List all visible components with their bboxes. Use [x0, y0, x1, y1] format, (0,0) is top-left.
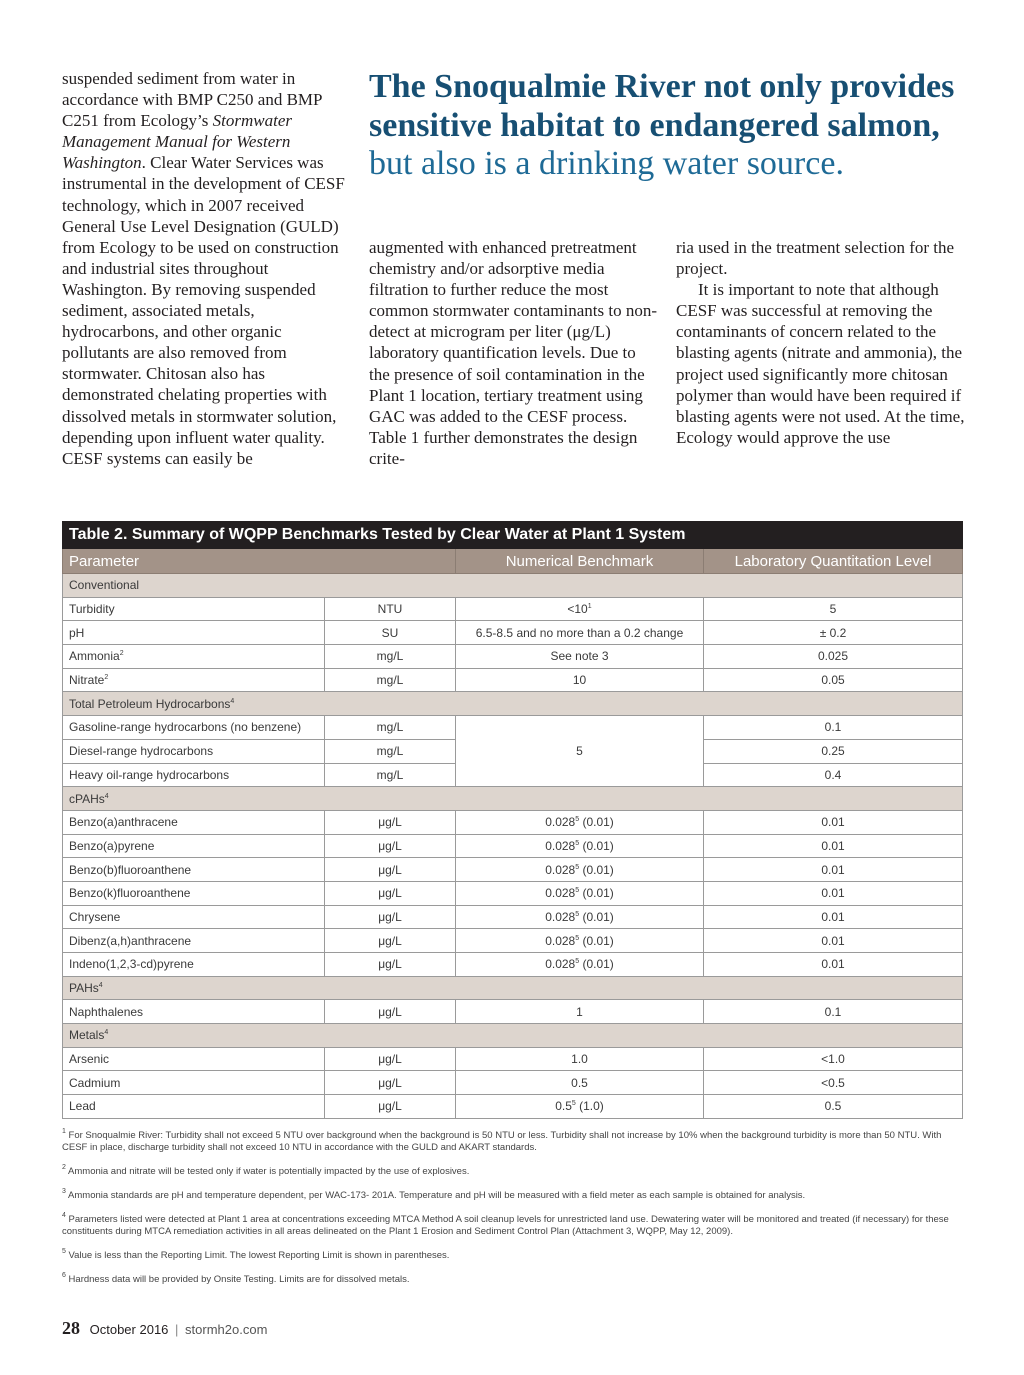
table-row: Gasoline-range hydrocarbons (no benzene) mg/L 5 0.1	[63, 716, 963, 740]
table-row: Benzo(a)anthracene μg/L 0.028$^5$ (0.01) 0.01	[63, 810, 963, 834]
table-row: Ammonia$^2$ mg/L See note 3 0.025	[63, 645, 963, 669]
table-row: Turbidity NTU $<10^1$ 5	[63, 597, 963, 621]
table-row: Diesel-range hydrocarbons mg/L 0.25	[63, 739, 963, 763]
website: stormh2o.com	[185, 1322, 268, 1337]
body-paragraph: augmented with enhanced pretreatment chemistry and/or adsorptive media filtration to further reduce the most common stormwater contaminants to non-detect at microgram per liter (μg/L) laboratory quantification levels. Due to the presence of soil contamination in the Plant 1 location, tertiary treatment using GAC was added to the CESF process. Table 1 further demonstrates the design crite-	[369, 238, 657, 468]
article-column-right	[676, 237, 968, 448]
body-paragraph: ria used in the treatment selection for the project.	[676, 238, 955, 279]
footer-separator: |	[175, 1322, 179, 1337]
pull-quote-emphasis: The Snoqualmie River not only provides sensitive habitat to endangered salmon,	[369, 68, 955, 144]
table-row: Dibenz(a,h)anthracene μg/L 0.028$^5$ (0.01) 0.01	[63, 929, 963, 953]
table-row: Heavy oil-range hydrocarbons mg/L 0.4	[63, 763, 963, 787]
table-title: Table 2. Summary of WQPP Benchmarks Tested by Clear Water at Plant 1 System	[63, 522, 963, 549]
section-metals: Metals$^4$	[63, 1024, 963, 1048]
article-column-left	[62, 68, 352, 469]
table-row: pH SU 6.5-8.5 and no more than a 0.2 change ± 0.2	[63, 621, 963, 645]
table-row: Benzo(a)pyrene μg/L 0.028$^5$ (0.01) 0.01	[63, 834, 963, 858]
tph-benchmark-cell: 5	[456, 716, 704, 787]
issue-date: October 2016	[89, 1322, 169, 1337]
table-row: Benzo(k)fluoroanthene μg/L 0.028$^5$ (0.01) 0.01	[63, 881, 963, 905]
body-paragraph: It is important to note that although CESF was successful at removing the contaminants of concern related to the blasting agents (nitrate and ammonia), the project used significantly more chitosan polymer than would have been required if blasting agents were not used. At the time, Ecology would approve the use	[676, 280, 965, 447]
column-header-parameter: Parameter	[63, 549, 456, 574]
body-paragraph: suspended sediment from water in accordance with BMP C250 and BMP C251 from Ecology’s Stormwater Management Manual for Western Washington. Clear Water Services was instrumental in the development of CESF technology, which in 2007 received General Use Level Designation (GULD) from Ecology to be used on construction and industrial sites throughout Washington. By removing suspended sediment, associated metals, hydrocarbons, and other organic pollutants are also removed from stormwater. Chitosan also has demonstrated chelating properties with dissolved metals in stormwater solution, depending upon influent water quality. CESF systems can easily be	[62, 69, 345, 468]
table-row: Arsenic μg/L 1.0 <1.0	[63, 1047, 963, 1071]
table-row: Cadmium μg/L 0.5 <0.5	[63, 1071, 963, 1095]
table-row: Nitrate$^2$ mg/L 10 0.05	[63, 668, 963, 692]
footnote-6: $^6$ Hardness data will be provided by Onsite Testing. Limits are for dissolved metals.	[62, 1272, 410, 1285]
section-pahs: PAHs$^4$	[63, 976, 963, 1000]
footnote-2: $^2$ Ammonia and nitrate will be tested only if water is potentially impacted by the use of explosives.	[62, 1164, 470, 1177]
table-row: Lead μg/L $0.5^5$ (1.0) 0.5	[63, 1095, 963, 1119]
table-row: Indeno(1,2,3-cd)pyrene μg/L 0.028$^5$ (0.01) 0.01	[63, 953, 963, 977]
footnote-1: $^1$ For Snoqualmie River: Turbidity shall not exceed 5 NTU over background when the background is 50 NTU or less. Turbidity shall not increase by 10% when the background turbidity is more than 50 NTU. With CESF in place, discharge turbidity shall not exceed 10 NTU in accordance with the GULD and AKART standards.	[62, 1128, 942, 1153]
section-tph: Total Petroleum Hydrocarbons$^4$	[63, 692, 963, 716]
column-header-benchmark: Numerical Benchmark	[456, 549, 704, 574]
footnote-4: $^4$ Parameters listed were detected at Plant 1 area at concentrations exceeding MTCA Method A soil cleanup levels for unrestricted land use. Dewatering water will be monitored and treated (if necessary) for these constituents during MTCA remediation activities in all areas delineated on the Plant 1 Erosion and Sediment Control Plan (Attachment 3, WQPP, May 12, 2009).	[62, 1212, 949, 1237]
footnote-3: $^3$ Ammonia standards are pH and temperature dependent, per WAC-173- 201A. Temperature and pH will be measured with a field meter as each sample is obtained for analysis.	[62, 1188, 806, 1201]
pull-quote	[369, 68, 969, 184]
table-row: Naphthalenes μg/L 1 0.1	[63, 1000, 963, 1024]
section-conventional: Conventional	[63, 574, 963, 598]
section-cpahs: cPAHs$^4$	[63, 787, 963, 811]
table-footnotes	[62, 1130, 962, 1298]
benchmarks-table	[62, 521, 963, 1119]
column-header-lab-level: Laboratory Quantitation Level	[704, 549, 963, 574]
table-row: Chrysene μg/L 0.028$^5$ (0.01) 0.01	[63, 905, 963, 929]
article-column-middle	[369, 237, 659, 469]
manual-title: Stormwater Management Manual for Western Washington	[62, 111, 292, 173]
page-footer	[62, 1318, 267, 1339]
table-row: Benzo(b)fluoroanthene μg/L 0.028$^5$ (0.01) 0.01	[63, 858, 963, 882]
pull-quote-rest: but also is a drinking water source.	[369, 145, 844, 182]
footnote-5: $^5$ Value is less than the Reporting Limit. The lowest Reporting Limit is shown in parentheses.	[62, 1248, 450, 1261]
page-number: 28	[62, 1318, 80, 1338]
